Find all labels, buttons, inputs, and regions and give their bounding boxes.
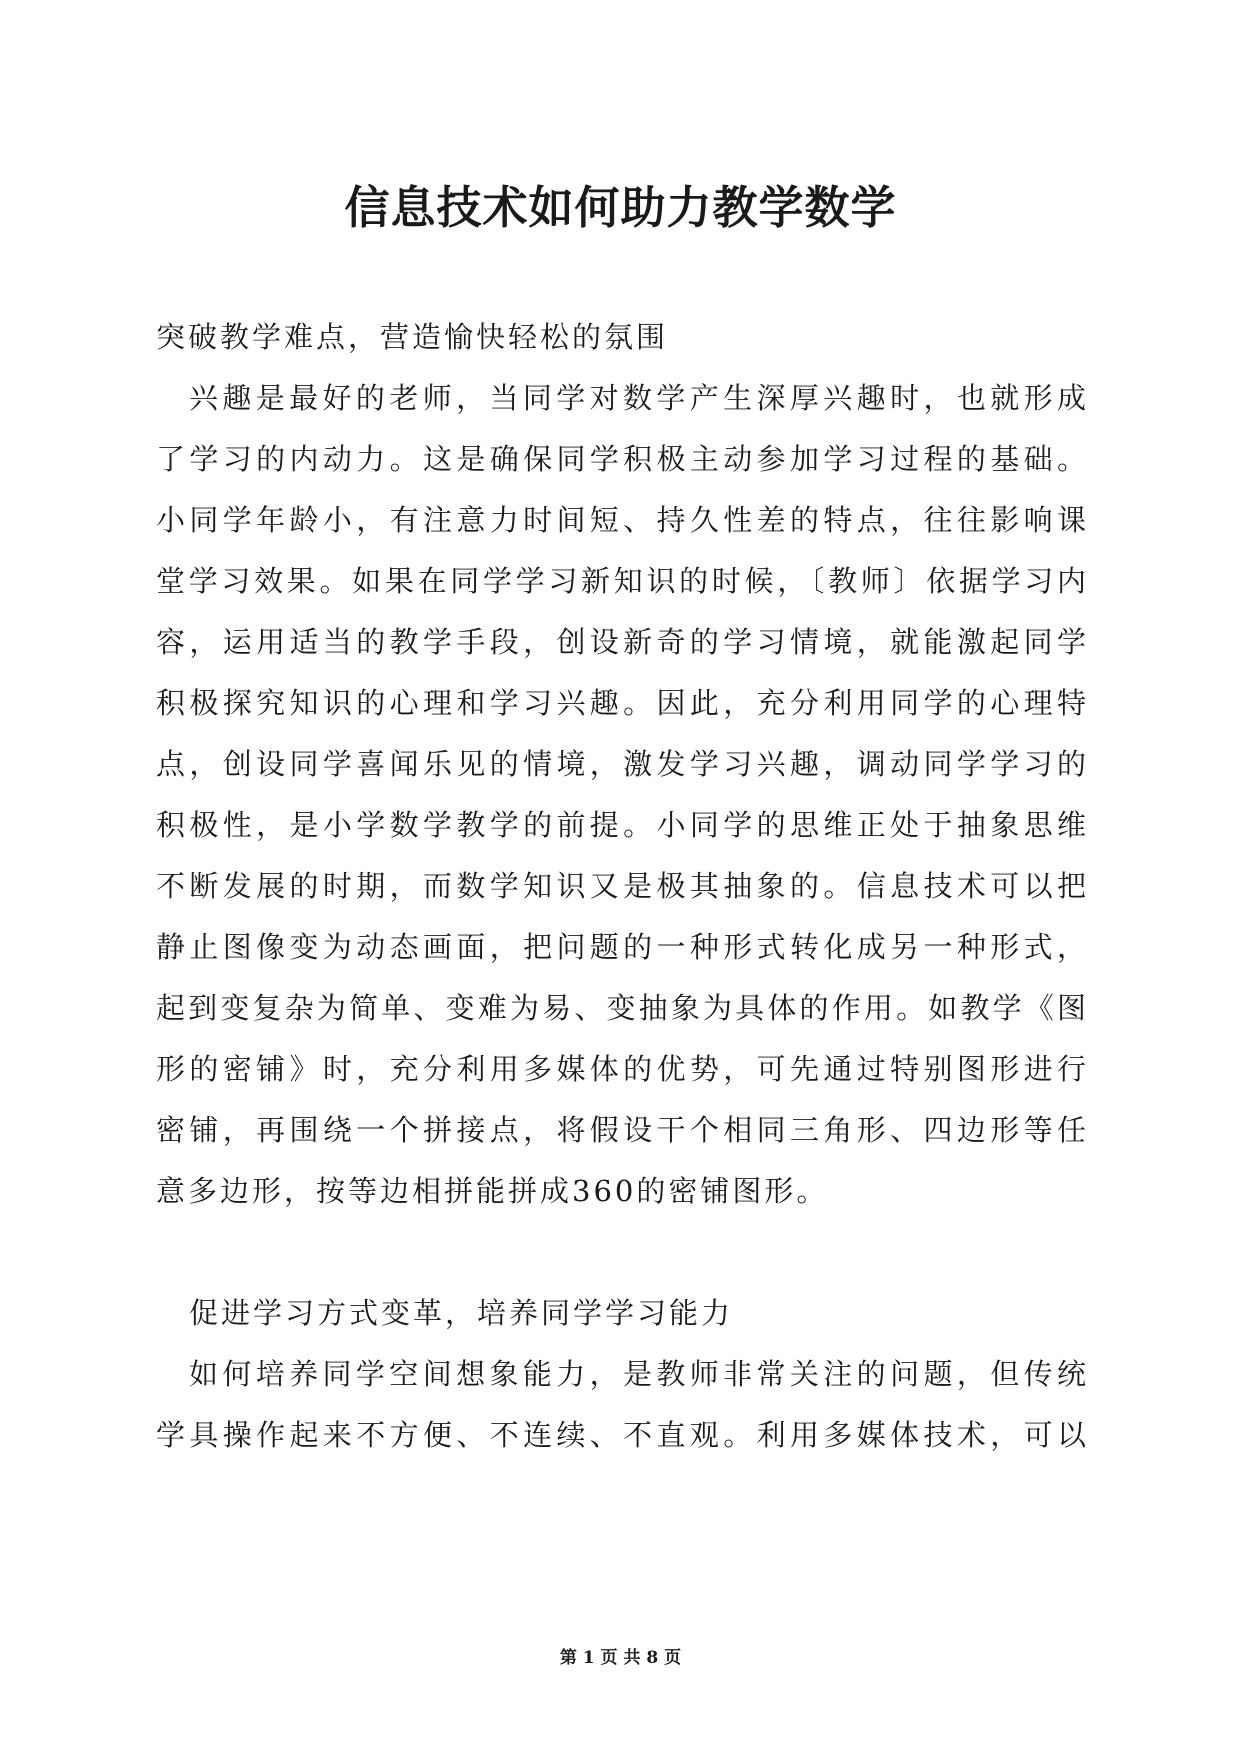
paragraph-line: 堂学习效果。如果在同学学习新知识的时候，〔教师〕依据学习内 [156,564,1086,598]
paragraph-line: 静止图像变为动态画面，把问题的一种形式转化成另一种形式， [156,930,1086,964]
paragraph-line: 密铺，再围绕一个拼接点，将假设干个相同三角形、四边形等任 [156,1113,1086,1147]
paragraph-line: 如何培养同学空间想象能力，是教师非常关注的问题，但传统 [189,1357,1086,1391]
paragraph-line: 意多边形，按等边相拼能拼成360的密铺图形。 [156,1174,829,1208]
paragraph-line: 兴趣是最好的老师，当同学对数学产生深厚兴趣时，也就形成 [189,381,1086,415]
section-heading: 突破教学难点，营造愉快轻松的氛围 [156,320,669,354]
paragraph-line: 积极探究知识的心理和学习兴趣。因此，充分利用同学的心理特 [156,686,1086,720]
document-title: 信息技术如何助力教学数学 [344,181,897,234]
document-body [156,307,1086,1466]
paragraph-line: 起到变复杂为简单、变难为易、变抽象为具体的作用。如教学《图 [156,991,1086,1025]
paragraph-line: 了学习的内动力。这是确保同学积极主动参加学习过程的基础。 [156,442,1086,476]
paragraph-line: 学具操作起来不方便、不连续、不直观。利用多媒体技术，可以 [156,1418,1086,1452]
paragraph-line: 容，运用适当的教学手段，创设新奇的学习情境，就能激起同学 [156,625,1086,659]
paragraph-line: 积极性，是小学数学教学的前提。小同学的思维正处于抽象思维 [156,808,1086,842]
section-heading: 促进学习方式变革，培养同学学习能力 [189,1296,734,1330]
page-number-footer: 第 1 页 共 8 页 [559,1648,682,1668]
paragraph-line: 形的密铺》时，充分利用多媒体的优势，可先通过特别图形进行 [156,1052,1086,1086]
paragraph-spacer [156,1222,1086,1283]
paragraph-line: 点，创设同学喜闻乐见的情境，激发学习兴趣，调动同学学习的 [156,747,1086,781]
paragraph-line: 小同学年龄小，有注意力时间短、持久性差的特点，往往影响课 [156,503,1086,537]
paragraph-line: 不断发展的时期，而数学知识又是极其抽象的。信息技术可以把 [156,869,1086,903]
